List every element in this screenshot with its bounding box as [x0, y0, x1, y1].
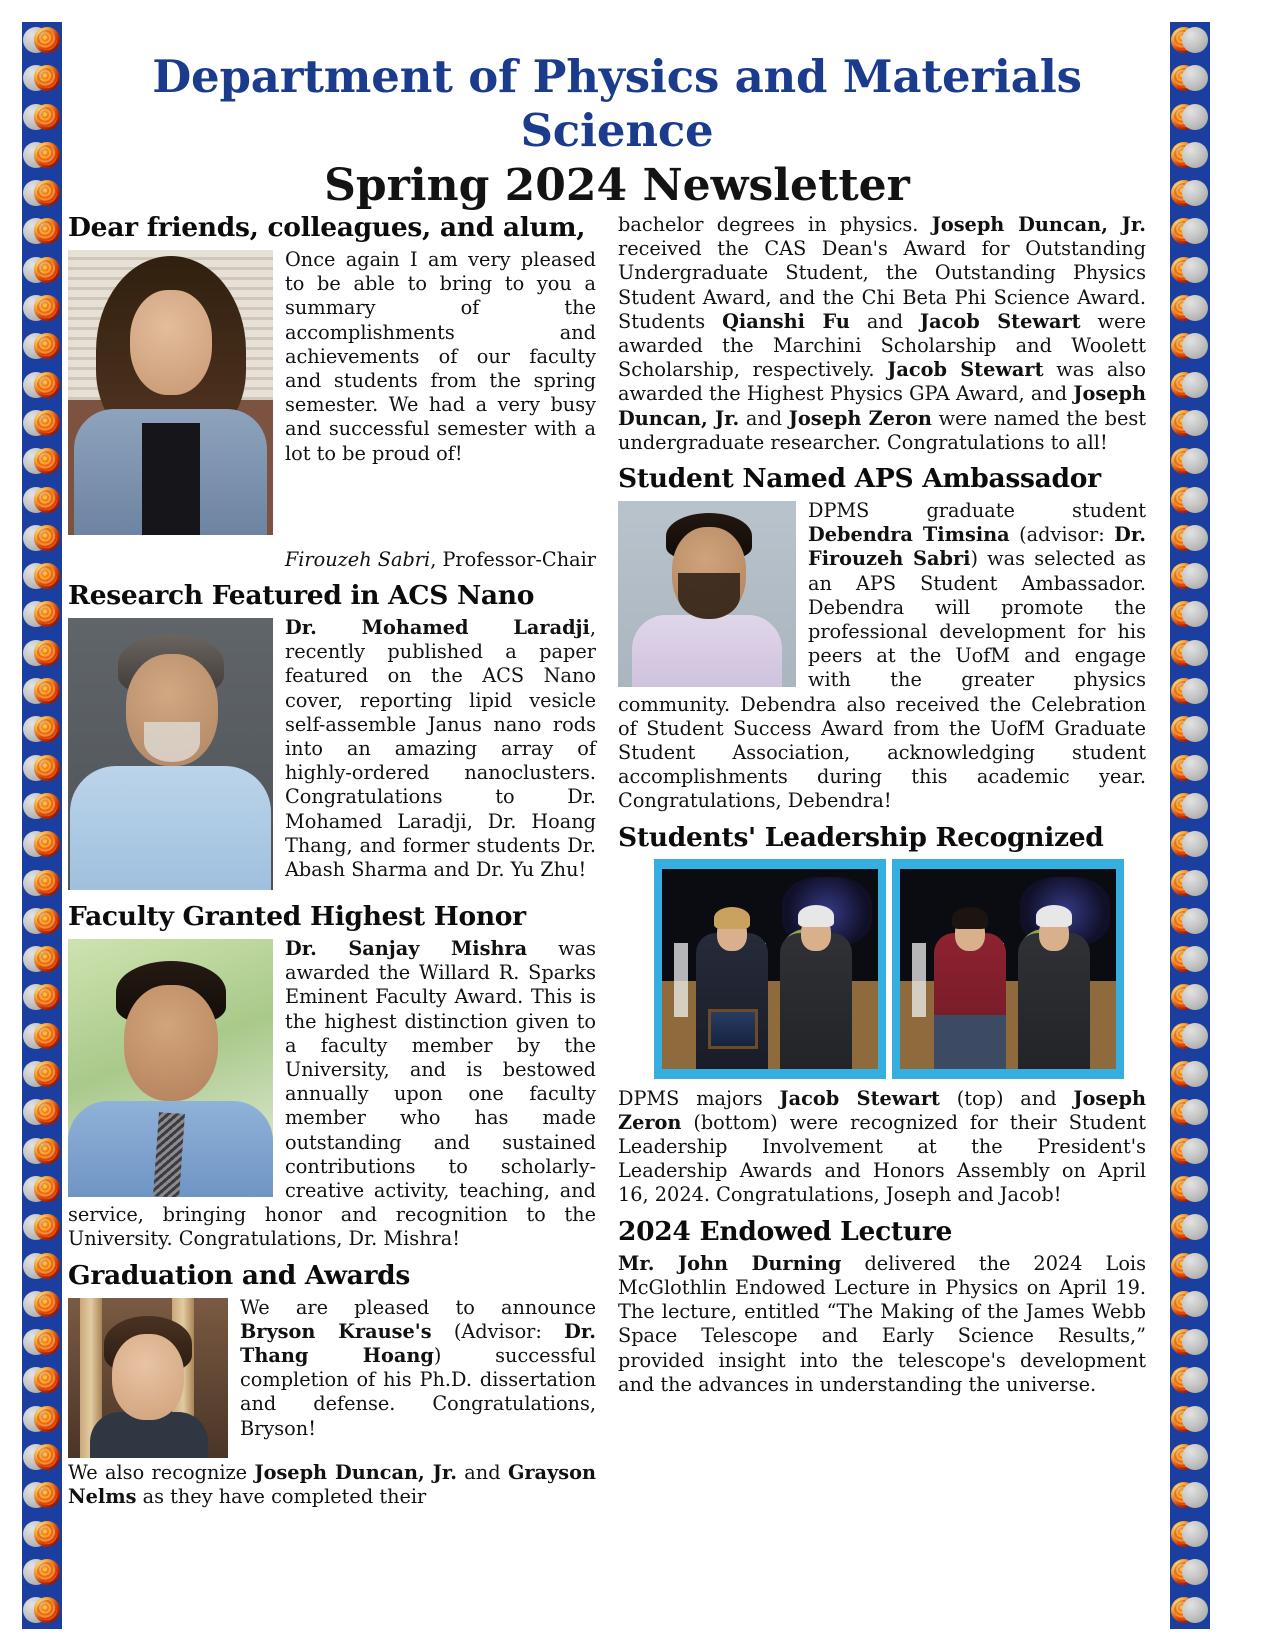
gray-sphere-icon — [1182, 372, 1208, 398]
lead-t1: DPMS majors — [618, 1086, 780, 1110]
gray-sphere-icon — [1182, 1061, 1208, 1087]
orange-cluster-icon — [34, 218, 60, 244]
left-column — [68, 213, 596, 1509]
cont-b1: Joseph Duncan, Jr. — [931, 213, 1146, 236]
bead-pair — [22, 1362, 62, 1400]
orange-cluster-icon — [34, 1482, 60, 1508]
grad-p2-c: and — [456, 1460, 508, 1484]
bead-pair — [1170, 1209, 1210, 1247]
orange-cluster-icon — [34, 372, 60, 398]
bead-pair — [22, 1286, 62, 1324]
gray-sphere-icon — [1182, 1367, 1208, 1393]
orange-cluster-icon — [34, 1176, 60, 1202]
firouzeh-sabri-photo — [68, 250, 273, 535]
bead-pair — [1170, 1171, 1210, 1209]
bead-pair — [1170, 1286, 1210, 1324]
letter-body: Once again I am very pleased to be able to bring to you a summary of the accomplishments and achievements of our faculty and students from the spring semester. We had a very busy and successful semester with a lot to be proud of! — [285, 248, 596, 465]
gray-sphere-icon — [1182, 1597, 1208, 1623]
orange-cluster-icon — [34, 487, 60, 513]
orange-cluster-icon — [34, 1023, 60, 1049]
aps-t1: DPMS graduate student — [808, 499, 1146, 523]
jacob-stewart-award-photo — [662, 869, 878, 1069]
bead-pair — [22, 367, 62, 405]
aps-b2: Dr. Firouzeh Sabri — [808, 523, 1146, 571]
acs-nano-heading: Research Featured in ACS Nano — [68, 580, 535, 611]
bead-pair — [1170, 979, 1210, 1017]
orange-cluster-icon — [34, 257, 60, 283]
cont-t1: bachelor degrees in physics. — [618, 213, 932, 236]
leadership-heading: Students' Leadership Recognized — [618, 821, 1104, 853]
lead-b2: Joseph Zeron — [618, 1086, 1147, 1134]
bead-pair — [22, 520, 62, 558]
cont-b6: Joseph Zeron — [788, 406, 932, 430]
bead-pair — [1170, 22, 1210, 60]
orange-cluster-icon — [34, 601, 60, 627]
bead-pair — [22, 99, 62, 137]
gray-sphere-icon — [1182, 755, 1208, 781]
orange-cluster-icon — [34, 716, 60, 742]
aps-t2: (advisor: — [1009, 523, 1115, 547]
grad-p2-a: We also recognize — [68, 1460, 255, 1484]
bead-pair — [1170, 596, 1210, 634]
bryson-krause-photo — [68, 1298, 228, 1458]
grad-p2-d: Grayson Nelms — [68, 1460, 596, 1508]
bead-pair — [22, 750, 62, 788]
orange-cluster-icon — [34, 870, 60, 896]
orange-cluster-icon — [34, 1406, 60, 1432]
orange-cluster-icon — [34, 1291, 60, 1317]
bead-pair — [22, 903, 62, 941]
gray-sphere-icon — [1182, 410, 1208, 436]
orange-cluster-icon — [34, 525, 60, 551]
bead-pair — [1170, 865, 1210, 903]
bead-pair — [1170, 252, 1210, 290]
bead-pair — [1170, 1401, 1210, 1439]
bead-pair — [1170, 1362, 1210, 1400]
bead-pair — [22, 826, 62, 864]
grad-p2-e: as they have completed their — [136, 1484, 427, 1508]
orange-cluster-icon — [34, 563, 60, 589]
bead-pair — [22, 1592, 62, 1629]
bead-pair — [1170, 328, 1210, 366]
lecture-heading: 2024 Endowed Lecture — [618, 1215, 953, 1247]
gray-sphere-icon — [1182, 1406, 1208, 1432]
bead-pair — [22, 1209, 62, 1247]
gray-sphere-icon — [1182, 1138, 1208, 1164]
bead-pair — [1170, 175, 1210, 213]
gray-sphere-icon — [1182, 65, 1208, 91]
bead-pair — [22, 1056, 62, 1094]
aps-heading: Student Named APS Ambassador — [618, 463, 1101, 495]
continuation-paragraph — [618, 213, 1146, 455]
bead-pair — [1170, 290, 1210, 328]
bead-pair — [22, 1133, 62, 1171]
gray-sphere-icon — [1182, 1559, 1208, 1585]
gray-sphere-icon — [1182, 946, 1208, 972]
bead-pair — [1170, 99, 1210, 137]
highest-honor-text: was awarded the Willard R. Sparks Eminent Faculty Award. This is the highest distinction given to a faculty member by the University, and is bestowed annually upon one faculty member who has made outstanding and sustained contributions to scholarly-creative activity, teaching, and service, bringing honor and recognition to the University. Congratulations, Dr. Mishra! — [68, 937, 596, 1251]
lead-t2: (top) and — [939, 1086, 1074, 1110]
orange-cluster-icon — [34, 1559, 60, 1585]
lead-b1: Jacob Stewart — [779, 1086, 940, 1110]
bead-pair — [22, 788, 62, 826]
bead-pair — [22, 213, 62, 251]
right-decorative-border — [1170, 22, 1210, 1629]
bead-pair — [22, 175, 62, 213]
signature-title: , Professor-Chair — [430, 548, 596, 571]
cont-b2: Qianshi Fu — [722, 309, 850, 333]
debendra-timsina-photo — [618, 501, 796, 687]
bead-pair — [22, 290, 62, 328]
leadership-caption — [618, 1087, 1146, 1208]
lecture-body — [618, 1252, 1146, 1397]
orange-cluster-icon — [34, 410, 60, 436]
bead-pair — [1170, 1094, 1210, 1132]
cont-b4: Jacob Stewart — [887, 358, 1044, 382]
aps-b1: Debendra Timsina — [808, 523, 1010, 547]
right-column — [618, 213, 1146, 1397]
graduation-heading: Graduation and Awards — [68, 1259, 410, 1291]
gray-sphere-icon — [1182, 678, 1208, 704]
bead-pair — [1170, 1516, 1210, 1554]
bead-pair — [1170, 903, 1210, 941]
bead-pair — [22, 482, 62, 520]
left-decorative-border — [22, 22, 62, 1629]
lead-t3: (bottom) were recognized for their Student Leadership Involvement at the President's Leadership Awards and Honors Assembly on April 16, 2024. Congratulations, Joseph and Jacob! — [618, 1110, 1146, 1207]
cont-b5: Joseph Duncan, Jr. — [618, 382, 1146, 430]
orange-cluster-icon — [34, 1253, 60, 1279]
letter-heading: Dear friends, colleagues, and alum, — [68, 212, 586, 243]
gray-sphere-icon — [1182, 1444, 1208, 1470]
orange-cluster-icon — [34, 65, 60, 91]
bead-pair — [22, 1171, 62, 1209]
gray-sphere-icon — [1182, 180, 1208, 206]
orange-cluster-icon — [34, 27, 60, 53]
gray-sphere-icon — [1182, 295, 1208, 321]
gray-sphere-icon — [1182, 525, 1208, 551]
gray-sphere-icon — [1182, 1521, 1208, 1547]
grad-p1-e: ) successful completion of his Ph.D. dissertation and defense. Congratulations, Bryson! — [240, 1344, 596, 1440]
gray-sphere-icon — [1182, 1253, 1208, 1279]
orange-cluster-icon — [34, 678, 60, 704]
aps-t3: ) was selected as an APS Student Ambassador. Debendra will promote the professional development for his peers at the UofM and engage with the greater physics community. Debendra also received the Celebration of Student Success Award from the UofM Graduate Student Association, acknowledging student accomplishments during this academic year. Congratulations, Debendra! — [618, 547, 1146, 813]
bead-pair — [22, 635, 62, 673]
cont-t6: and — [739, 406, 789, 430]
mohamed-laradji-photo — [68, 618, 273, 890]
grad-p1-c: (Advisor: — [431, 1319, 565, 1343]
bead-pair — [22, 596, 62, 634]
orange-cluster-icon — [34, 1367, 60, 1393]
bead-pair — [1170, 788, 1210, 826]
bead-pair — [1170, 60, 1210, 98]
grad-p2-b: Joseph Duncan, Jr. — [254, 1460, 457, 1484]
bead-pair — [22, 1401, 62, 1439]
bead-pair — [22, 979, 62, 1017]
orange-cluster-icon — [34, 640, 60, 666]
orange-cluster-icon — [34, 295, 60, 321]
orange-cluster-icon — [34, 448, 60, 474]
bead-pair — [22, 1248, 62, 1286]
bead-pair — [22, 558, 62, 596]
bead-pair — [22, 60, 62, 98]
orange-cluster-icon — [34, 946, 60, 972]
gray-sphere-icon — [1182, 984, 1208, 1010]
gray-sphere-icon — [1182, 870, 1208, 896]
bead-pair — [1170, 1592, 1210, 1629]
cont-t2: received the CAS Dean's Award for Outstanding Undergraduate Student, the Outstanding Physics Student Award, and the Chi Beta Phi Science Award. Students — [618, 237, 1146, 333]
orange-cluster-icon — [34, 333, 60, 359]
orange-cluster-icon — [34, 1214, 60, 1240]
award-photo-frame-2 — [892, 859, 1124, 1079]
cont-b3: Jacob Stewart — [920, 309, 1081, 333]
bead-pair — [22, 328, 62, 366]
bead-pair — [22, 1554, 62, 1592]
gray-sphere-icon — [1182, 142, 1208, 168]
bead-pair — [1170, 1324, 1210, 1362]
bead-pair — [22, 137, 62, 175]
bead-pair — [1170, 1133, 1210, 1171]
gray-sphere-icon — [1182, 1099, 1208, 1125]
bead-pair — [1170, 673, 1210, 711]
orange-cluster-icon — [34, 984, 60, 1010]
bead-pair — [22, 1094, 62, 1132]
orange-cluster-icon — [34, 1329, 60, 1355]
bead-pair — [1170, 711, 1210, 749]
grad-p1-b: Bryson Krause's — [240, 1319, 432, 1343]
gray-sphere-icon — [1182, 1482, 1208, 1508]
graduation-body-2 — [68, 1461, 596, 1509]
gray-sphere-icon — [1182, 793, 1208, 819]
content-columns — [68, 213, 1172, 1603]
bead-pair — [1170, 558, 1210, 596]
gray-sphere-icon — [1182, 601, 1208, 627]
newsletter-subtitle: Spring 2024 Newsletter — [324, 160, 910, 211]
bead-pair — [1170, 635, 1210, 673]
cont-t3: and — [849, 309, 921, 333]
gray-sphere-icon — [1182, 104, 1208, 130]
orange-cluster-icon — [34, 104, 60, 130]
joseph-zeron-award-photo — [900, 869, 1116, 1069]
orange-cluster-icon — [34, 1099, 60, 1125]
bead-pair — [22, 1018, 62, 1056]
bead-pair — [22, 443, 62, 481]
bead-pair — [22, 1439, 62, 1477]
gray-sphere-icon — [1182, 27, 1208, 53]
gray-sphere-icon — [1182, 908, 1208, 934]
orange-cluster-icon — [34, 1521, 60, 1547]
bead-pair — [1170, 1018, 1210, 1056]
cont-t7: were named the best undergraduate researcher. Congratulations to all! — [618, 406, 1146, 454]
orange-cluster-icon — [34, 1597, 60, 1623]
highest-honor-heading: Faculty Granted Highest Honor — [68, 901, 526, 932]
acs-nano-lead: Dr. Mohamed Laradji — [285, 616, 590, 639]
bead-pair — [22, 865, 62, 903]
bead-pair — [22, 673, 62, 711]
bead-pair — [22, 711, 62, 749]
gray-sphere-icon — [1182, 257, 1208, 283]
bead-pair — [1170, 941, 1210, 979]
gray-sphere-icon — [1182, 716, 1208, 742]
bead-pair — [1170, 750, 1210, 788]
bead-pair — [1170, 1554, 1210, 1592]
bead-pair — [22, 1324, 62, 1362]
gray-sphere-icon — [1182, 640, 1208, 666]
orange-cluster-icon — [34, 1138, 60, 1164]
orange-cluster-icon — [34, 142, 60, 168]
gray-sphere-icon — [1182, 1329, 1208, 1355]
bead-pair — [1170, 443, 1210, 481]
gray-sphere-icon — [1182, 333, 1208, 359]
gray-sphere-icon — [1182, 831, 1208, 857]
gray-sphere-icon — [1182, 218, 1208, 244]
bead-pair — [1170, 1439, 1210, 1477]
gray-sphere-icon — [1182, 1214, 1208, 1240]
lect-t1: delivered the 2024 Lois McGlothlin Endowed Lecture in Physics on April 19. The lecture, entitled “The Making of the James Webb Space Telescope and Early Science Results,” provided insight into the telescope's development and the advances in understanding the universe. — [618, 1251, 1146, 1396]
gray-sphere-icon — [1182, 1023, 1208, 1049]
bead-pair — [1170, 1248, 1210, 1286]
sanjay-mishra-photo — [68, 939, 273, 1197]
bead-pair — [1170, 1056, 1210, 1094]
bead-pair — [1170, 405, 1210, 443]
orange-cluster-icon — [34, 755, 60, 781]
cont-t4: were awarded the Marchini Scholarship and Woolett Scholarship, respectively. — [618, 309, 1147, 382]
signature-name: Firouzeh Sabri — [284, 548, 431, 571]
bead-pair — [22, 252, 62, 290]
leadership-photo-group — [654, 859, 1146, 1079]
bead-pair — [1170, 137, 1210, 175]
gray-sphere-icon — [1182, 448, 1208, 474]
grad-p1-d: Dr. Thang Hoang — [240, 1319, 596, 1368]
orange-cluster-icon — [34, 793, 60, 819]
bead-pair — [1170, 367, 1210, 405]
bead-pair — [22, 941, 62, 979]
bead-pair — [22, 405, 62, 443]
acs-nano-text: , recently published a paper featured on the ACS Nano cover, reporting lipid vesicle self-assemble Janus nano rods into an amazing array of highly-ordered nanoclusters. Congratulations to Dr. Mohamed Laradji, Dr. Hoang Thang, and former students Dr. Abash Sharma and Dr. Yu Zhu! — [285, 616, 596, 882]
bead-pair — [1170, 826, 1210, 864]
bead-pair — [1170, 520, 1210, 558]
highest-honor-lead: Dr. Sanjay Mishra — [285, 937, 528, 960]
orange-cluster-icon — [34, 180, 60, 206]
cont-t5: was also awarded the Highest Physics GPA Award, and — [618, 358, 1146, 406]
gray-sphere-icon — [1182, 1291, 1208, 1317]
orange-cluster-icon — [34, 831, 60, 857]
grad-p1-a: We are pleased to announce — [240, 1295, 596, 1319]
gray-sphere-icon — [1182, 563, 1208, 589]
bead-pair — [1170, 1477, 1210, 1515]
masthead — [62, 50, 1172, 212]
bead-pair — [22, 1477, 62, 1515]
letter-signature — [68, 548, 596, 572]
award-photo-frame-1 — [654, 859, 886, 1079]
newsletter-title: Department of Physics and Materials Science — [152, 50, 1082, 157]
bead-pair — [1170, 213, 1210, 251]
lect-b1: Mr. John Durning — [618, 1251, 842, 1275]
bead-pair — [22, 22, 62, 60]
orange-cluster-icon — [34, 1061, 60, 1087]
orange-cluster-icon — [34, 908, 60, 934]
gray-sphere-icon — [1182, 487, 1208, 513]
orange-cluster-icon — [34, 1444, 60, 1470]
bead-pair — [1170, 482, 1210, 520]
gray-sphere-icon — [1182, 1176, 1208, 1202]
bead-pair — [22, 1516, 62, 1554]
